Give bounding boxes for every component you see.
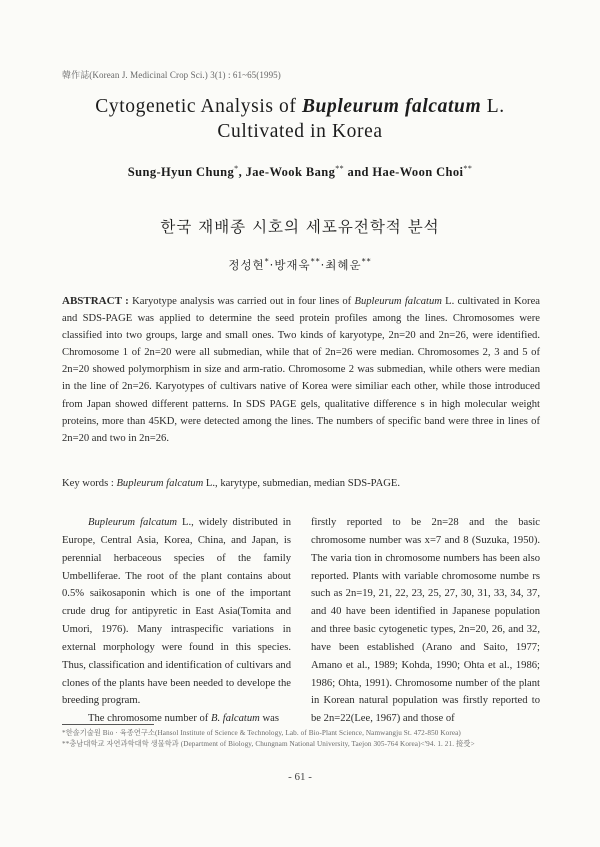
footnote-1: *한솔기술원 Bio · 육종연구소(Hansol Institute of Science & Technology, Lab. of Bio-Plant Science, Namwangju St. 472-850 Korea) xyxy=(62,729,461,737)
intro-species: Bupleurum falcatum xyxy=(88,517,178,528)
footnote-2: **충남대학교 자연과학대학 생물학과 (Department of Biology, Chungnam National University, Taejon 305-764 Korea)<'94. 1. 21. 接受> xyxy=(62,740,475,748)
body-column-right xyxy=(311,514,540,728)
korean-author-1: 정성현 xyxy=(228,258,265,272)
korean-author-list xyxy=(0,257,600,273)
korean-title: 한국 재배종 시호의 세포유전학적 분석 xyxy=(160,218,440,236)
title-line-2: Cultivated in Korea xyxy=(217,121,383,142)
author-3: and Hae-Woon Choi xyxy=(344,165,464,180)
body-column-left xyxy=(62,514,291,728)
korean-author-3: ·최혜운 xyxy=(320,258,362,272)
abstract-species: Bupleurum falcatum xyxy=(354,296,442,307)
korean-mark-3: ** xyxy=(361,257,372,267)
abstract-text-1: Karyotype analysis was carried out in four lines of xyxy=(132,296,355,307)
abstract-text-2: L. cultivated in Korea and SDS-PAGE was applied to determine the seed protein profiles among the lines. Chromosomes were classified into two groups, large and small ones. Two kinds of karyotype, 2n=20 and 2n=26, were identified. Chromosome 1 of 2n=20 were all submedian, while that of 2n=26 were median. Chromosomes 2, 3 and 5 of 2n=20 showed polymorphism in size and arm-ratio. Chromosome 2 was submedian, while others were median in the line of 2n=26. Karyotypes of cultivars native of Korea were similiar each other, while those introduced from Japan showed different patterns. In SDS PAGE gels, qualitative difference s in high molecular weight proteins, more than 45KD, were detected among the lines. The numbers of specific band were three in lines of 2n=20 and two in 2n=26. xyxy=(62,296,540,444)
paper-title xyxy=(0,94,600,144)
intro-paragraph-continued: firstly reported to be 2n=28 and the basic chromosome number was x=7 and 8 (Suzuka, 1950). The varia tion in chromosome numbers has been also reported. Plants with variable chromosome numbe rs such as 2n=19, 21, 22, 23, 25, 27, 30, 31, 33, 34, 37, and 40 have been identified in Japanese population and three basic cytogenetic types, 2n=20, 26, and 32, have been established (Arano and Saito, 1977; Amano et al., 1989; Kohda, 1990; Ohta et al., 1986; 1986; Ohta, 1991). Chromosome number of the plant in Korean natural population was firstly reported to be 2n=22(Lee, 1967) and those of xyxy=(311,517,540,725)
intro-text-1: L., widely distributed in Europe, Central Asia, Korea, China, and Japan, is perennial herbaceous species of the family Umbelliferae. The root of the plant contains about 0.5% saikosaponin which is one of the important crude drug for antipyretic in East Asia(Tomita and Umori, 1976). Many intraspecific variations in external morphology were found in this species. Thus, classification and identification of cultivars and clones of the plants have been needed to develope the breeding program. xyxy=(62,517,291,707)
author-list xyxy=(0,164,600,180)
title-prefix: Cytogenetic Analysis of xyxy=(95,96,302,117)
title-line-1 xyxy=(0,94,600,119)
intro-text-2: The chromosome number of xyxy=(88,713,211,725)
keywords-label: Key words : xyxy=(62,478,117,489)
page-number: - 61 - xyxy=(288,771,312,783)
affiliation-mark-3: ** xyxy=(463,164,473,173)
korean-mark-1: * xyxy=(264,257,270,267)
affiliation-mark-2: ** xyxy=(335,164,345,173)
korean-mark-2: ** xyxy=(310,257,321,267)
korean-author-2: ·방재욱 xyxy=(269,258,311,272)
abstract xyxy=(62,293,540,447)
journal-citation: 韓作誌(Korean J. Medicinal Crop Sci.) 3(1) : 61~65(1995) xyxy=(62,70,281,80)
intro-paragraph-1 xyxy=(62,514,291,710)
title-species: Bupleurum falcatum xyxy=(301,96,482,117)
author-1: Sung-Hyun Chung xyxy=(127,165,235,180)
intro-species-2: B. falcatum xyxy=(210,713,260,725)
intro-paragraph-2 xyxy=(62,710,291,728)
author-2: , Jae-Wook Bang xyxy=(238,165,336,180)
footnote-divider xyxy=(62,724,154,725)
keywords xyxy=(62,476,540,492)
title-suffix: L. xyxy=(481,96,505,117)
intro-text-2-tail: was xyxy=(259,713,279,725)
abstract-label: ABSTRACT : xyxy=(62,295,133,307)
keywords-species: Bupleurum falcatum xyxy=(116,478,204,489)
keywords-list: L., karytype, submedian, median SDS-PAGE. xyxy=(203,478,400,489)
affiliation-mark-1: * xyxy=(234,164,239,173)
